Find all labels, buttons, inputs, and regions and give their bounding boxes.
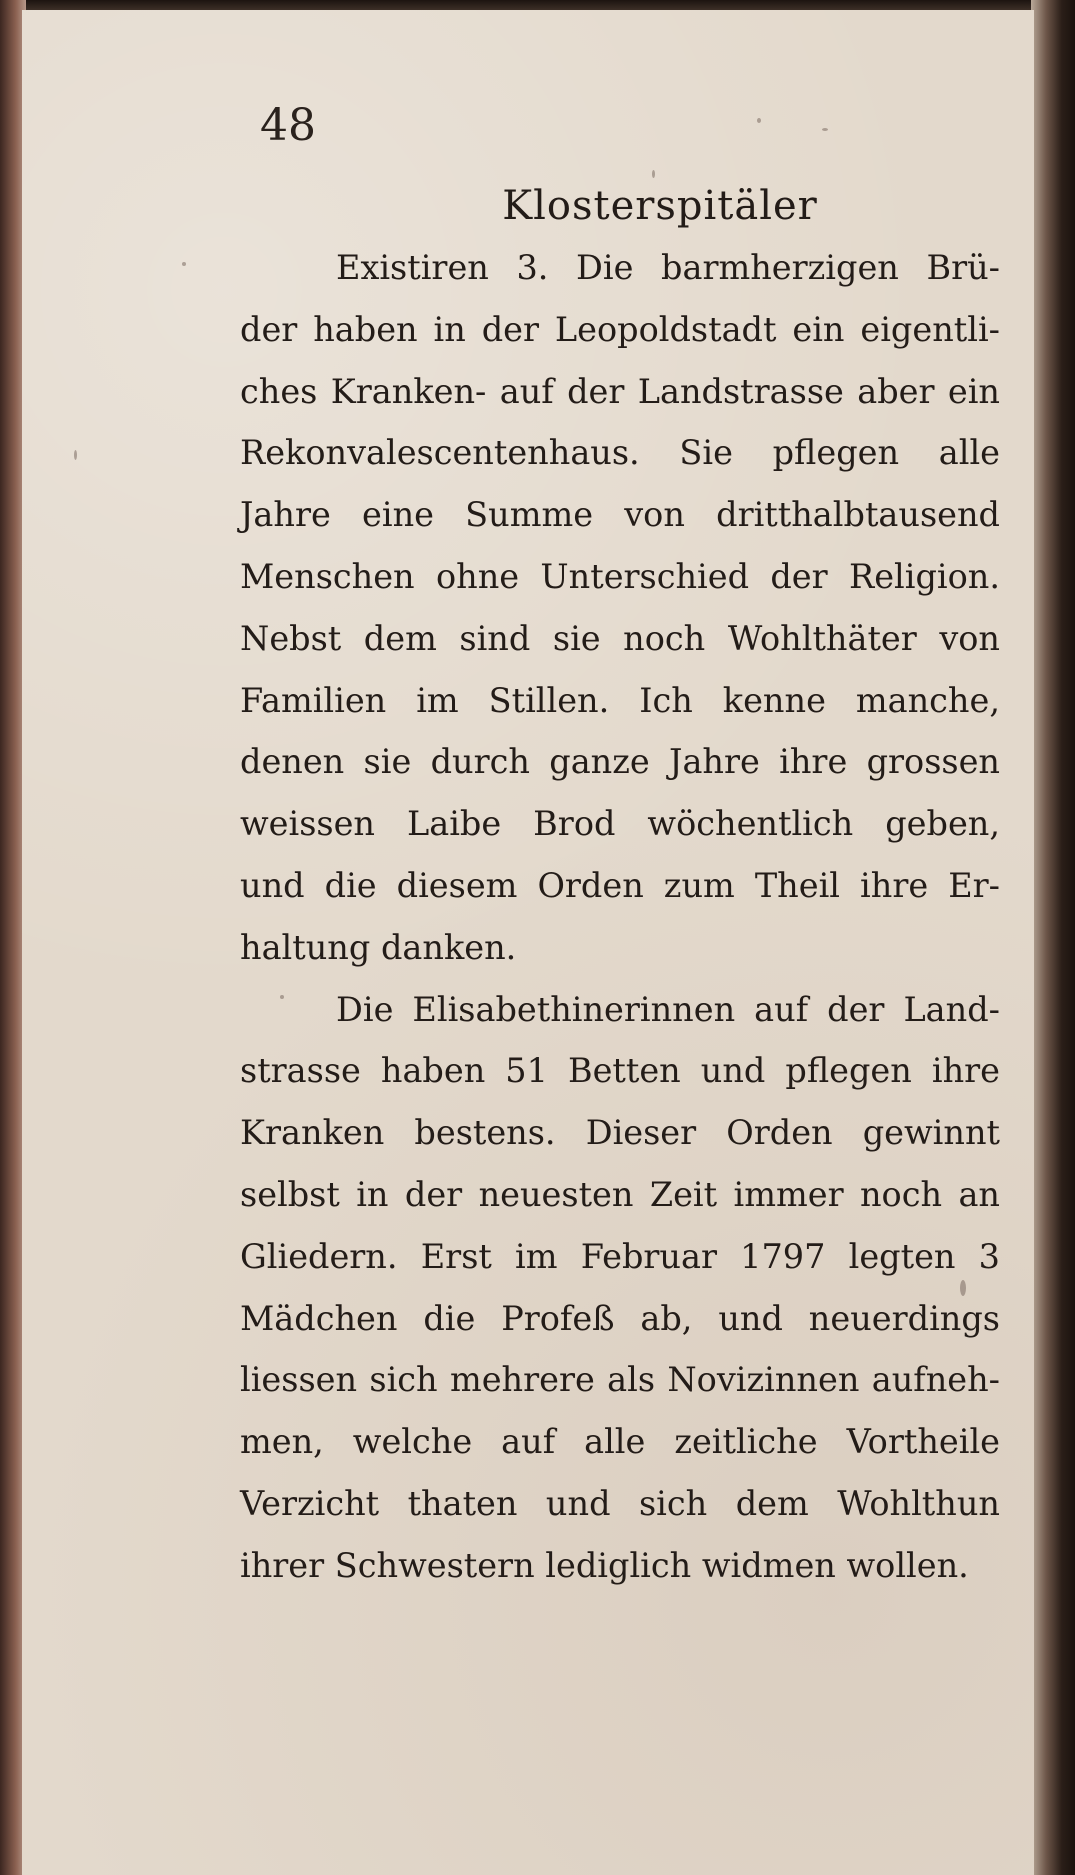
page-heading: Klosterspitäler — [502, 183, 818, 229]
text-line: Menschen ohne Unterschied der Religion. — [240, 556, 1000, 596]
text-line: der haben in der Leopoldstadt ein eigentli- — [240, 309, 1000, 349]
paper-speck — [757, 118, 761, 123]
text-line: Kranken bestens. Dieser Orden gewinnt — [240, 1113, 1000, 1153]
text-line: selbst in der neuesten Zeit immer noch an — [240, 1174, 1000, 1214]
text-line: liessen sich mehrere als Novizinnen aufneh- — [240, 1360, 1000, 1400]
paper-speck — [822, 128, 828, 131]
text-line: Existiren 3. Die barmherzigen Brü- — [336, 248, 1000, 287]
text-line: Rekonvalescentenhaus. Sie pflegen alle — [240, 433, 1000, 473]
text-line: Familien im Stillen. Ich kenne manche, — [240, 680, 1000, 720]
right-page-edge — [1031, 0, 1075, 1875]
text-line: ches Kranken- auf der Landstrasse aber ein — [240, 371, 1000, 411]
text-line: strasse haben 51 Betten und pflegen ihre — [240, 1051, 1000, 1091]
paragraph-2 — [240, 979, 1000, 1597]
text-line: Jahre eine Summe von dritthalbtausend — [240, 495, 1000, 535]
text-line: Nebst dem sind sie noch Wohlthäter von — [240, 618, 1000, 658]
text-line: Mädchen die Profeß ab, und neuerdings — [240, 1298, 1000, 1338]
paper-speck — [74, 450, 77, 460]
text-line: ihrer Schwestern lediglich widmen wollen. — [240, 1545, 969, 1585]
text-line: denen sie durch ganze Jahre ihre grossen — [240, 742, 1000, 782]
text-line: weissen Laibe Brod wöchentlich geben, — [240, 804, 1000, 844]
text-line: haltung danken. — [240, 927, 517, 967]
text-block — [240, 175, 1000, 1597]
paragraph-1 — [240, 237, 1000, 979]
page-number: 48 — [260, 100, 316, 151]
text-line: Verzicht thaten und sich dem Wohlthun — [240, 1483, 1000, 1523]
text-line: Gliedern. Erst im Februar 1797 legten 3 — [240, 1236, 1000, 1276]
paper-speck — [182, 262, 186, 266]
text-line: Die Elisabethinerinnen auf der Land- — [336, 989, 1000, 1029]
text-line: men, welche auf alle zeitliche Vortheile — [240, 1422, 1000, 1462]
text-line: und die diesem Orden zum Theil ihre Er- — [240, 865, 1000, 905]
